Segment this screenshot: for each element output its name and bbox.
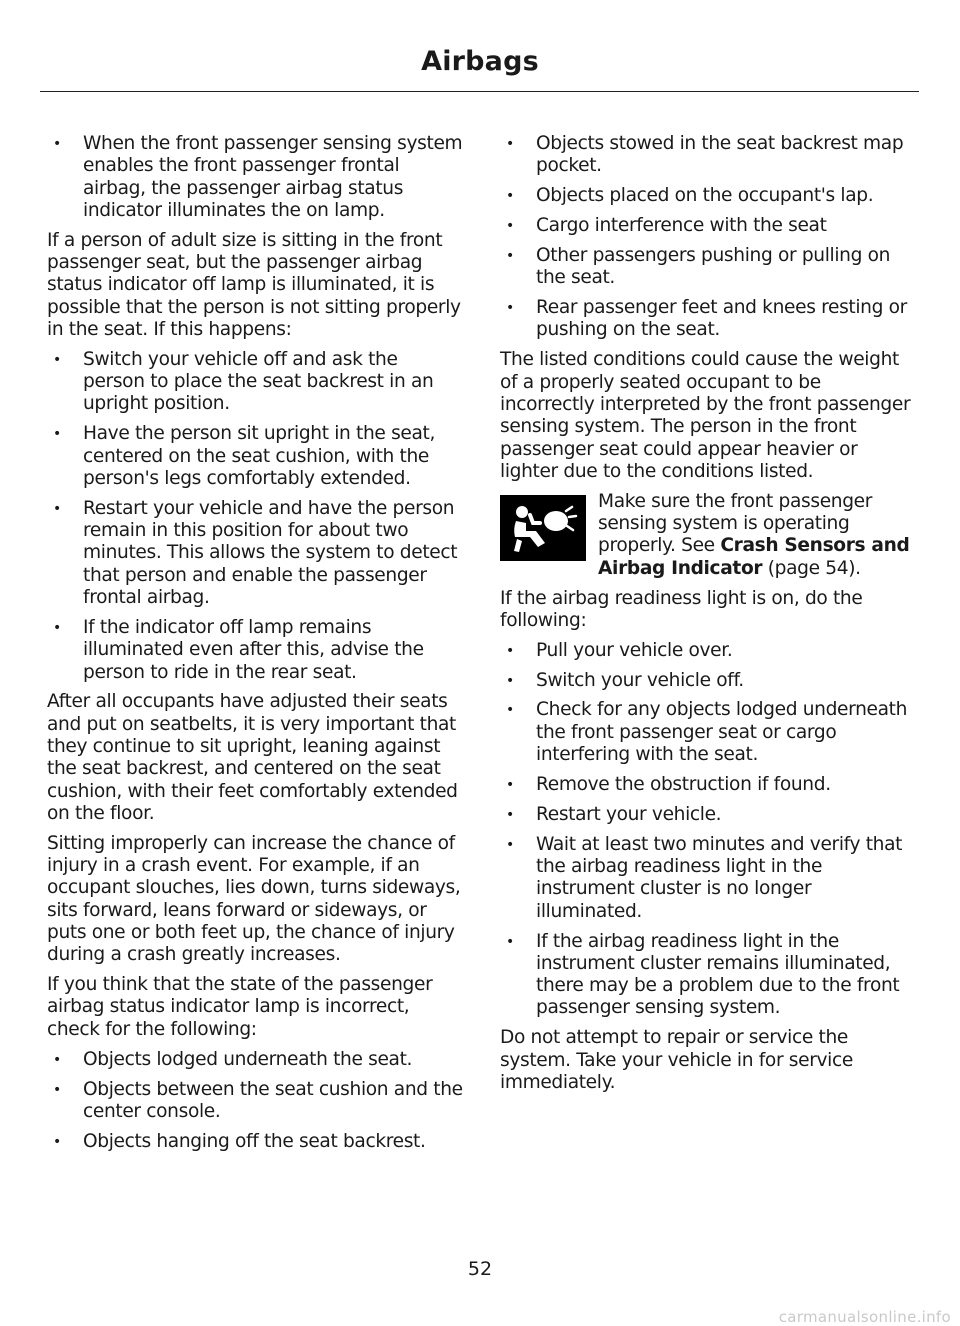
- list-item: • Check for any objects lodged underneath the front passenger seat or cargo interfering with the seat.: [500, 699, 916, 766]
- list-item: • Wait at least two minutes and verify that the airbag readiness light in the instrument cluster is no longer illuminated.: [500, 834, 916, 923]
- page-reference: (page 54).: [762, 557, 861, 579]
- list-item: • If the indicator off lamp remains illuminated even after this, advise the person to ride in the rear seat.: [47, 617, 463, 684]
- cross-reference-link[interactable]: Crash Sensors and Airbag Indicator: [598, 535, 910, 579]
- list-item: • When the front passenger sensing system enables the front passenger frontal airbag, the passenger airbag status indicator illuminates the on lamp.: [47, 133, 463, 222]
- list-item: • Have the person sit upright in the seat, centered on the seat cushion, with the person's legs comfortably extended.: [47, 423, 463, 490]
- bullet-list: [500, 640, 916, 1020]
- paragraph: If you think that the state of the passenger airbag status indicator lamp is incorrect, check for the following:: [47, 974, 433, 1040]
- paragraph: Sitting improperly can increase the chance of injury in a crash event. For example, if an occupant slouches, lies down, turns sideways, sits forward, leans forward or sideways, or puts one or both feet up, the chance of injury during a crash greatly increases.: [47, 832, 461, 966]
- list-item: • Objects hanging off the seat backrest.: [47, 1131, 463, 1153]
- bullet-list: [47, 349, 463, 684]
- list-item: • Pull your vehicle over.: [500, 640, 916, 662]
- page-number: 52: [467, 1258, 493, 1280]
- list-item: • Objects stowed in the seat backrest map pocket.: [500, 133, 916, 178]
- paragraph: If the airbag readiness light is on, do the following:: [500, 587, 863, 631]
- bullet-list: [47, 1049, 463, 1153]
- list-item: • If the airbag readiness light in the instrument cluster remains illuminated, there may be a problem due to the front passenger sensing system.: [500, 931, 916, 1020]
- list-item: • Restart your vehicle and have the person remain in this position for about two minutes. This allows the system to detect that person and enable the passenger frontal airbag.: [47, 498, 463, 609]
- page-title: Airbags: [421, 46, 539, 77]
- bullet-list: [500, 133, 916, 342]
- list-item: • Remove the obstruction if found.: [500, 774, 916, 796]
- list-item: • Cargo interference with the seat: [500, 215, 916, 237]
- airbag-warning-icon: [500, 495, 586, 561]
- list-item: • Rear passenger feet and knees resting or pushing on the seat.: [500, 297, 916, 342]
- list-item: • Objects lodged underneath the seat.: [47, 1049, 463, 1071]
- list-item: • Objects placed on the occupant's lap.: [500, 185, 916, 207]
- note-block: [500, 491, 916, 580]
- paragraph: If a person of adult size is sitting in the front passenger seat, but the passenger airbag status indicator off lamp is illuminated, it is possible that the person is not sitting properly in the seat. If this happens:: [47, 229, 461, 340]
- left-column: [47, 133, 463, 1161]
- list-item: • Switch your vehicle off.: [500, 670, 916, 692]
- list-item: • Switch your vehicle off and ask the person to place the seat backrest in an upright position.: [47, 349, 463, 416]
- paragraph: Do not attempt to repair or service the system. Take your vehicle in for service immediately.: [500, 1027, 853, 1093]
- watermark: carmanualsonline.info: [778, 1308, 951, 1326]
- list-item: • Restart your vehicle.: [500, 804, 916, 826]
- list-item: • Objects between the seat cushion and the center console.: [47, 1079, 463, 1124]
- list-item: • Other passengers pushing or pulling on the seat.: [500, 245, 916, 290]
- paragraph: After all occupants have adjusted their seats and put on seatbelts, it is very important that they continue to sit upright, leaning against the seat backrest, and centered on the seat cushion, with their feet comfortably extended on the floor.: [47, 691, 458, 824]
- bullet-list: [47, 133, 463, 222]
- right-column: [500, 133, 916, 1102]
- header-divider: [40, 91, 919, 92]
- note-text: Make sure the front passenger sensing system is operating properly. See: [598, 490, 873, 557]
- paragraph: The listed conditions could cause the weight of a properly seated occupant to be incorrectly interpreted by the front passenger sensing system. The person in the front passenger seat could appear heavier or lighter due to the conditions listed.: [500, 349, 911, 482]
